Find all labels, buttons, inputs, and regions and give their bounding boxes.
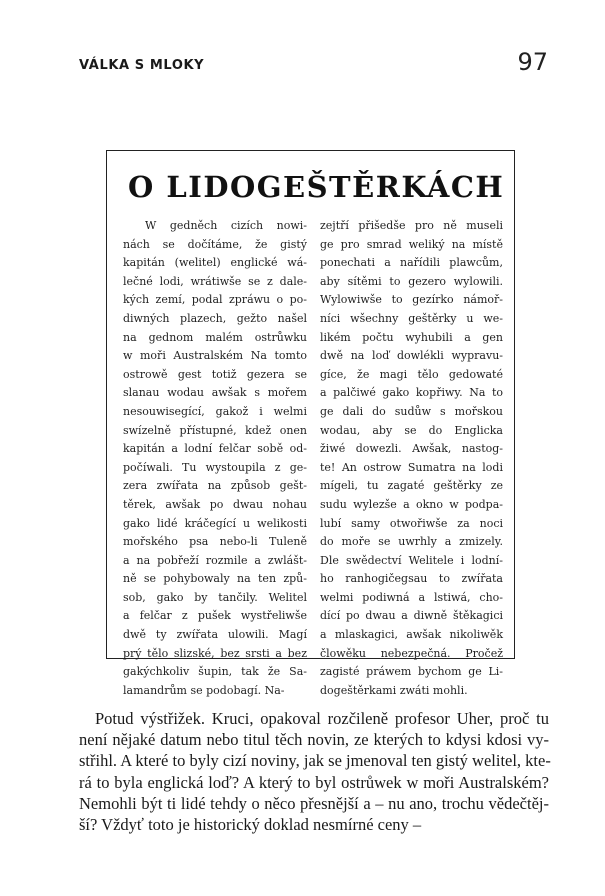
text-line: nách se dočítáme, že gistý xyxy=(123,237,307,251)
text-line: Nemohli být ti lidé tehdy o něco přesnější a – nu ano, trochu vědečtěj- xyxy=(79,793,549,813)
text-line: diwných plazech, gežto našel xyxy=(123,311,307,325)
text-line: těrek, awšak po dwau nohau xyxy=(123,497,307,511)
text-line: lubí samy otwořiwše za noci xyxy=(320,516,503,530)
text-line: ponechati a nařídili plawcům, xyxy=(320,256,503,270)
text-line: a mlaskagici, awšak nikoliwěk xyxy=(320,628,503,642)
text-line: likém počtu wyhubili a gen xyxy=(320,330,503,344)
text-line: rá to byla englická loď? A který to byl ostrůwek w moři Australském? xyxy=(79,772,549,792)
text-line: aby sítěmi to gezero wylowili. xyxy=(320,274,503,288)
text-line: ně se pohybowaly na ten způ- xyxy=(123,572,307,586)
newspaper-clipping xyxy=(106,150,515,697)
text-line: ho ranhogičegsau to zwířata xyxy=(320,572,503,586)
body-paragraph xyxy=(79,708,549,835)
text-line: a felčar z pušek wystřeliwše xyxy=(123,609,307,623)
text-line: Dle swědectví Welitele i lodní- xyxy=(320,553,503,567)
page-number: 97 xyxy=(517,48,548,76)
text-line: zejtří přišedše pro ně museli xyxy=(320,219,503,232)
text-line: střihl. A které to byly cizí noviny, jak se jmenoval ten gistý welitel, kte- xyxy=(79,751,551,771)
text-line: sob, gako by tančily. Welitel xyxy=(123,590,307,604)
text-line: welmi podiwná a lstiwá, cho- xyxy=(320,590,503,604)
text-line: Wylowiwše to gezírko námoř- xyxy=(320,293,503,307)
text-line: gako lidé kráčegící u welikosti xyxy=(123,516,307,530)
text-line: počíwali. Tu wystoupila z ge- xyxy=(123,460,307,474)
text-line: w moři Australském Na tomto xyxy=(123,349,307,363)
text-line: na gednom malém ostrůwku xyxy=(123,330,307,344)
text-line: lečné lodi, wrátiwše se z dale- xyxy=(123,274,307,288)
text-line: prý tělo slizské, bez srsti a bez xyxy=(123,646,307,660)
running-head-title: VÁLKA S MLOKY xyxy=(79,58,205,73)
text-line: ostrowě gest totiž gezera se xyxy=(123,367,307,381)
text-line: W gedněch cizích nowi- xyxy=(145,219,307,232)
text-line: gíce, že magi tělo gedowaté xyxy=(320,367,503,381)
text-line: nesouwisegící, gakož i welmi xyxy=(123,404,307,418)
text-line: dwě na loď dowlékli wypravu- xyxy=(320,349,503,363)
text-line: ge pro smrad weliký na místě xyxy=(320,237,503,251)
text-line: sudu wylezše a okno w podpa- xyxy=(320,497,503,511)
text-line: zagisté práwem bychom ge Li- xyxy=(320,665,503,679)
clipping-title: O LIDOGEŠTĚRKÁCH xyxy=(128,170,505,204)
text-line: slanau wodau awšak s mořem xyxy=(123,386,307,400)
text-line: mořského psa nebo-li Tuleně xyxy=(123,535,307,549)
text-line: dwě ty zwířata ulowili. Magí xyxy=(123,628,307,642)
text-line: kapitán (welitel) englické wá- xyxy=(123,256,307,270)
text-line: není nějaké datum nebo titul těch novin, ze kterých to kdysi kdosi vy- xyxy=(79,730,549,750)
clipping-column-right xyxy=(320,217,503,700)
text-line: gakýchkoliv šupin, tak že Sa- xyxy=(123,665,307,679)
text-line: swízelně přístupné, kdež onen xyxy=(123,423,307,437)
text-line: žiwé dowezli. Awšak, nastog- xyxy=(320,442,503,456)
text-line: te! An ostrow Sumatra na lodi xyxy=(320,460,503,474)
text-line: člowěku nebezpečná. Pročež xyxy=(320,646,503,660)
text-line: zera zwířata na způsob gešt- xyxy=(123,479,307,493)
text-line: lamandrům se podobagí. Na- xyxy=(123,683,285,697)
text-line: ší? Vždyť toto je historický doklad nesmírné ceny – xyxy=(79,815,422,835)
text-line: níci wšechny geštěrky u we- xyxy=(320,311,503,325)
text-line: kapitán a lodní felčar sobě od- xyxy=(123,442,307,456)
text-line: a palčiwé gako kopřiwy. Na to xyxy=(320,386,503,400)
clipping-column-left xyxy=(123,217,307,700)
text-line: dící po dwau a diwně štěkagici xyxy=(320,609,503,623)
text-line: a na pobřeží rozmile a zwlášt- xyxy=(123,553,307,567)
text-line: kých zemí, podal zpráwu o po- xyxy=(123,293,307,307)
text-line: Potud výstřižek. Kruci, opakoval rozčileně profesor Uher, proč tu xyxy=(95,709,549,728)
text-line: mígeli, tu zagaté geštěrky ze xyxy=(320,479,503,493)
text-line: do moře se uwrhly a zmizely. xyxy=(320,535,503,549)
text-line: wodau, aby se do Englicka xyxy=(320,423,503,437)
text-line: ge dali do sudůw s mořskou xyxy=(320,404,503,418)
text-line: dogeštěrkami zwáti mohli. xyxy=(320,683,468,697)
